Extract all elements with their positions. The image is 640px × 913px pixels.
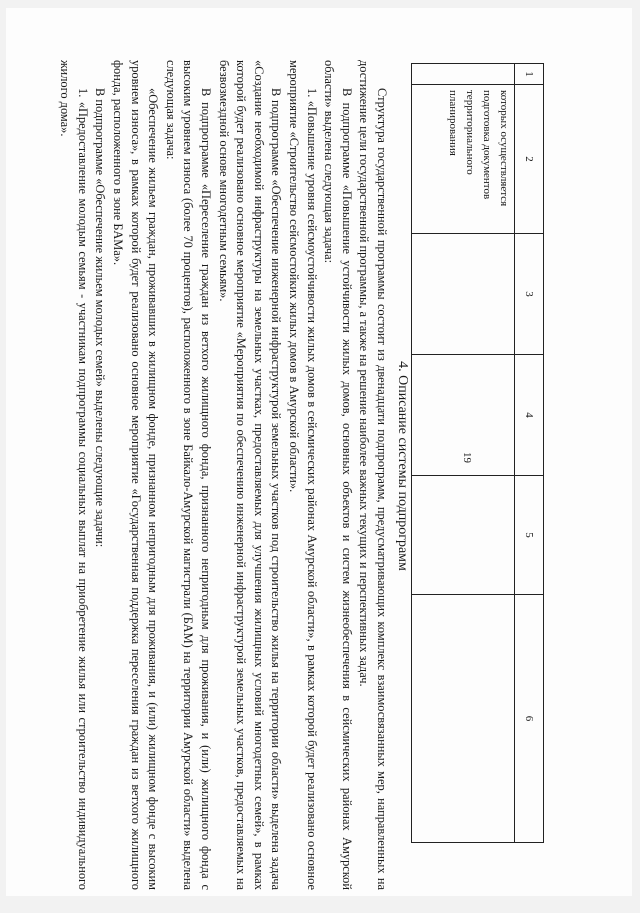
section-title: 4. Описание системы подпрограмм xyxy=(395,361,410,571)
table-cell xyxy=(412,85,515,234)
paragraph: 1. «Повышение уровня сейсмоустойчивости жилых домов в сейсмических районах Амурской области», в рамках которой будет реализовано основное мероприятие «Строительство сейсмостойких жилых домов в Амурской области». xyxy=(287,60,319,890)
body-text xyxy=(56,60,390,890)
paragraph: В подпрограмме «Обеспечение жильем молодых семей» выделены следующие задачи: xyxy=(93,88,108,548)
paragraph: В подпрограмме «Повышение устойчивости жилых домов, основных объектов и систем жизнеобеспечения в сейсмических районах Амурской области» выделена следующая задача: xyxy=(322,60,354,890)
table-header-cell: 4 xyxy=(515,355,544,476)
table-header-cell: 3 xyxy=(515,234,544,355)
table-header-row xyxy=(515,64,544,843)
table-cell xyxy=(412,595,515,843)
table-cell xyxy=(412,64,515,85)
document-sheet xyxy=(6,8,632,896)
table-cell xyxy=(412,476,515,595)
table-cell xyxy=(412,355,515,476)
paragraph: 1. «Предоставление молодым семьям - участникам подпрограммы социальных выплат на приобретение жилья или строительство индивидуального жилого дома». xyxy=(58,60,90,890)
continuation-table xyxy=(411,63,544,843)
table-cell-text: которых осуществляется подготовка документов территориального планирования xyxy=(447,90,510,207)
rotated-page xyxy=(6,8,640,913)
paragraph: В подпрограмме «Переселение граждан из ветхого жилищного фонда, признанного непригодным для проживания, и (или) жилищного фонда с высоким уровнем износа (более 70 процентов), расположенного в зоне Байкало-Амурской магистрали (БАМ) на территории Амурской области» выделена следующая задача: xyxy=(163,60,214,890)
page-number: 19 xyxy=(461,452,473,463)
paragraph: Структура государственной программы состоит из двенадцати подпрограмм, предусматривающих комплекс взаимосвязанных мер, направленных на достижение цели государственной программы, а также на решение наиболее важных текущих и перспективных задач. xyxy=(357,60,389,890)
table-cell xyxy=(412,234,515,355)
paragraph: В подпрограмме «Обеспечение инженерной инфраструктурой земельных участков под строительство жилья на территории области» выделена задача «Создание необходимой инфраструктуры на земельных участках, предоставляемых для улучшения жилищных условий многодетных семей», в рамках которой будет реализовано основное мероприятие «Мероприятия по обеспечению инженерной инфраструктурой земельных участков, предоставляемых на безвозмездной основе многодетным семьям». xyxy=(216,60,284,890)
paragraph: «Обеспечение жильем граждан, проживавших в жилищном фонде, признанном непригодным для проживания, и (или) жилищном фонде с высоким уровнем износа», в рамках которой будет реализовано основное мероприятие «Государственная поддержка переселения граждан из ветхого жилищного фонда, расположенного в зоне БАМа». xyxy=(111,60,161,890)
table-header-cell: 6 xyxy=(515,595,544,843)
table-header-cell: 2 xyxy=(515,85,544,234)
table-header-cell: 5 xyxy=(515,476,544,595)
table-header-cell: 1 xyxy=(515,64,544,85)
table-row xyxy=(412,64,515,843)
